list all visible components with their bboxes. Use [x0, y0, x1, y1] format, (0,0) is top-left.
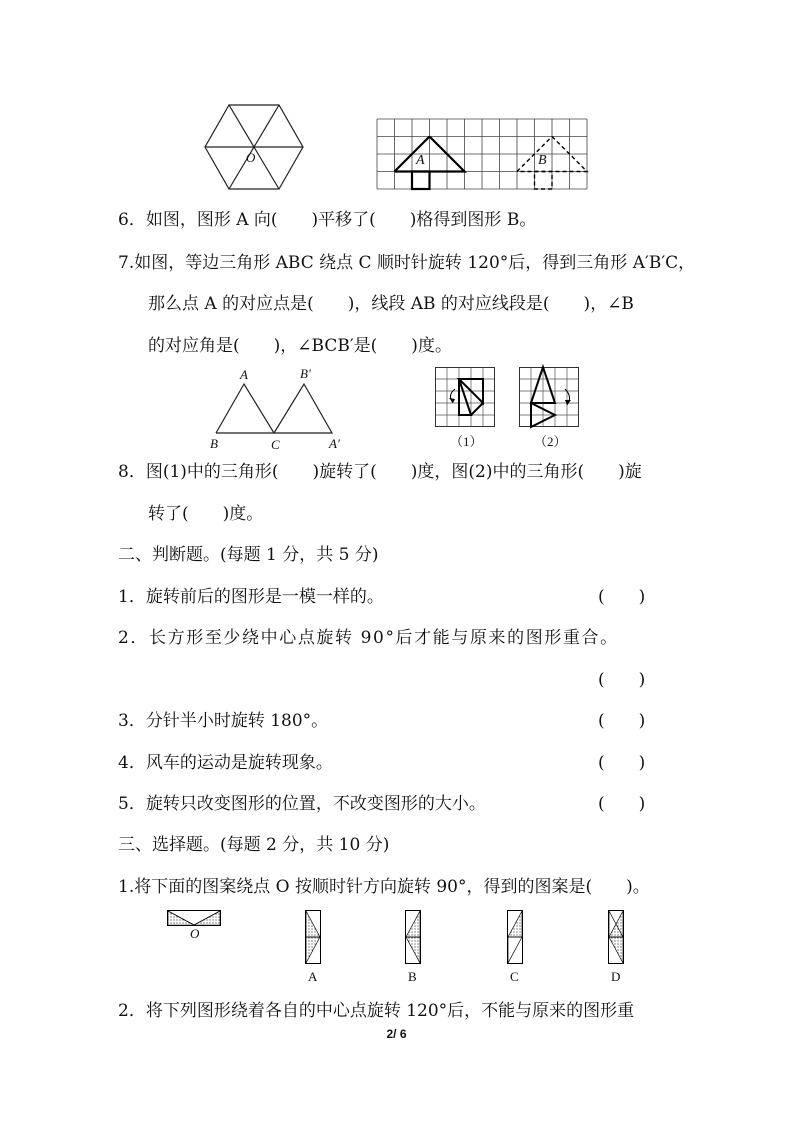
choice-b-figure[interactable]	[405, 910, 421, 964]
judge-item-5: 5．旋转只改变图形的位置，不改变图形的大小。	[118, 794, 486, 814]
small-grid-2-caption: （2）	[534, 434, 567, 449]
shape-a-label: A	[416, 153, 425, 168]
question-8-line-2: 转了( )度。	[148, 504, 264, 524]
hexagon-figure	[204, 104, 304, 190]
choice-c-figure[interactable]	[507, 910, 523, 964]
rotate-pattern	[167, 910, 221, 926]
vertex-a-label: A	[240, 367, 248, 382]
judge-answer-1[interactable]: ( )	[598, 587, 646, 607]
judge-item-2: 2．长方形至少绕中心点旋转 90°后才能与原来的图形重合。	[118, 628, 619, 648]
judge-answer-2[interactable]: ( )	[598, 670, 646, 690]
choice-a-figure[interactable]	[305, 910, 321, 964]
judge-item-4: 4．风车的运动是旋转现象。	[118, 753, 333, 773]
small-grid-2	[519, 367, 579, 427]
vertex-b-prime-label: B′	[300, 366, 311, 381]
small-grid-1	[435, 367, 495, 427]
question-7-line-1: 7.如图，等边三角形 ABC 绕点 C 顺时针旋转 120°后，得到三角形 A′B′C，	[118, 253, 696, 273]
vertex-c-label: C	[271, 437, 280, 452]
choice-question-1: 1.将下面的图案绕点 O 按顺时针方向旋转 90°，得到的图案是( )。	[118, 877, 650, 897]
choice-d-figure[interactable]	[608, 910, 624, 964]
page-number: 2/ 6	[386, 1027, 407, 1041]
shape-b-label: B	[538, 153, 547, 168]
choice-a-label[interactable]: A	[308, 969, 318, 984]
judge-item-1: 1．旋转前后的图形是一模一样的。	[118, 587, 384, 607]
rotated-triangles-figure	[216, 383, 336, 435]
choice-b-label[interactable]: B	[408, 969, 417, 984]
hexagon-center-label: O	[246, 150, 256, 165]
judge-answer-5[interactable]: ( )	[598, 794, 646, 814]
question-7-line-3: 的对应角是( )，∠BCB′是( )度。	[148, 336, 452, 356]
choice-d-label[interactable]: D	[611, 969, 621, 984]
question-8-line-1: 8．图(1)中的三角形( )旋转了( )度，图(2)中的三角形( )旋	[118, 462, 642, 482]
choice-question-2: 2．将下列图形绕着各自的中心点旋转 120°后，不能与原来的图形重	[118, 1001, 635, 1021]
question-7-line-2: 那么点 A 的对应点是( )，线段 AB 的对应线段是( )，∠B	[148, 294, 634, 314]
judge-answer-4[interactable]: ( )	[598, 753, 646, 773]
choice-c-label[interactable]: C	[510, 969, 519, 984]
rotate-pattern-center-label: O	[190, 926, 200, 941]
vertex-a-prime-label: A′	[329, 436, 340, 451]
choice-heading: 三、选择题。(每题 2 分，共 10 分)	[118, 835, 390, 855]
small-grid-1-caption: （1）	[450, 434, 483, 449]
vertex-b-label: B	[210, 436, 218, 451]
translation-grid	[377, 119, 588, 189]
judge-answer-3[interactable]: ( )	[598, 711, 646, 731]
judge-item-3: 3．分针半小时旋转 180°。	[118, 711, 329, 731]
judge-heading: 二、判断题。(每题 1 分，共 5 分)	[118, 545, 379, 565]
question-6: 6．如图，图形 A 向( )平移了( )格得到图形 B。	[118, 210, 537, 230]
